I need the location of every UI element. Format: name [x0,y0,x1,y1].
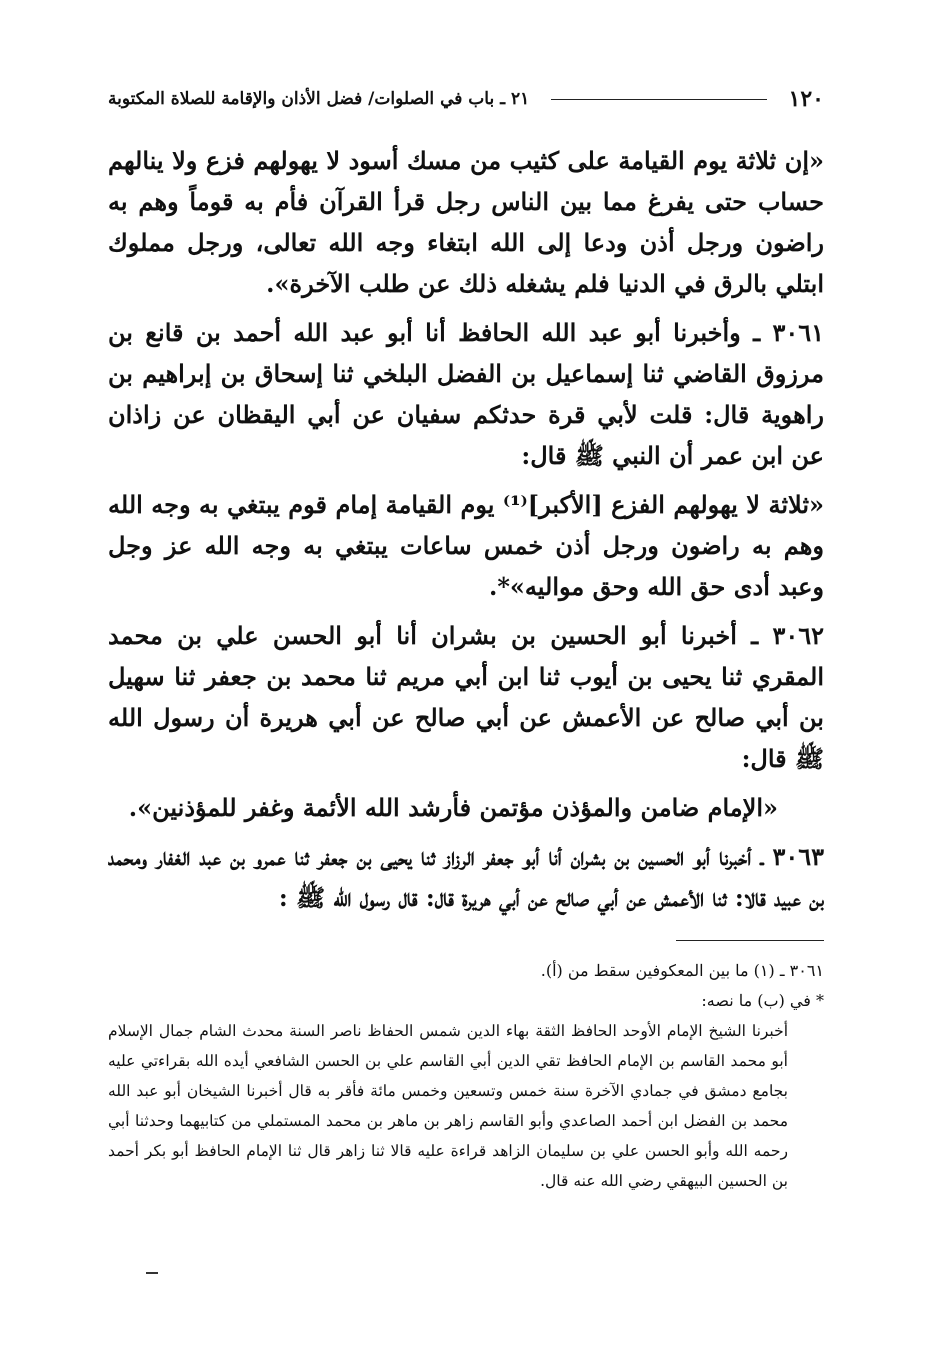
hadith-text-continuation: «إن ثلاثة يوم القيامة على كثيب من مسك أسود لا يهولهم فزع ولا ينالهم حساب حتى يفرغ مما بين الناس رجل قرأ القرآن فأم به قوماً وهم به راضون ورجل أذن ودعا إلى الله ابتغاء وجه الله تعالى، ورجل مملوك ابتلي بالرق في الدنيا فلم يشغله ذلك عن طلب الآخرة». [108,146,824,298]
hadith-3063-isnad: ٣٠٦٣ ـ أخبرنا أبو الحسين بن بشران أنا أبو جعفر الرزاز ثنا يحيى بن جعفر ثنا عمرو بن عبد الغفار ومحمد بن عبيد قالا: ثنا الأعمش عن أبي صالح عن أبي هريرة قال: قال رسول الله ﷺ : [108,842,824,912]
hadith-3062-text: «الإمام ضامن والمؤذن مؤتمن فأرشد الله الأئمة وغفر للمؤذنين». [128,793,778,822]
footnote-star-text: أخبرنا الشيخ الإمام الأوحد الحافظ الثقة بهاء الدين شمس الحفاظ ناصر السنة محدث الشام جمال الإسلام أبو محمد القاسم بن الإمام الحافظ تقي الدين أبي القاسم علي بن الحسن الشافعي أيده الله بقراءتي عليه بجامع دمشق في جمادي الآخرة سنة خمس وتسعين وخمس مائة فأقر به قال أخبرنا الشيخان أبو عبد الله محمد بن الفضل ابن أحمد الصاعدي وأبو القاسم زاهر بن ماهر بن محمد المستملي من كتابيهما وحدثنا أبي رحمه الله وأبو الحسن علي بن سليمان الزاهد قراءة عليه قالا ثنا زاهر قال ثنا الإمام الحافظ أبو بكر أحمد بن الحسين البيهقي رضي الله عنه قال. [108,1022,788,1190]
footnote-star-intro: * في (ب) ما نصه: [701,991,824,1010]
page-number: ١٢٠ [788,86,824,112]
footnotes [108,956,824,1196]
hadith-3062-isnad: ٣٠٦٢ ـ أخبرنا أبو الحسين بن بشران أنا أبو الحسن علي بن محمد المقري ثنا يحيى بن أيوب ثنا ابن أبي مريم ثنا محمد بن جعفر ثنا سهيل بن أبي صالح عن الأعمش عن أبي صالح عن أبي هريرة أن رسول الله ﷺ قال: [108,621,824,773]
hadith-3061-isnad: ٣٠٦١ ـ وأخبرنا أبو عبد الله الحافظ أنا أبو عبد الله أحمد بن قانع بن مرزوق القاضي ثنا إسماعيل بن الفضل البلخي ثنا إسحاق بن إبراهيم بن راهوية قال: قلت لأبي قرة حدثكم سفيان عن أبي اليقظان عن زاذان عن ابن عمر أن النبي ﷺ قال: [108,318,825,470]
hadith-3061-text: «ثلاثة لا يهولهم الفزع [الأكبر]⁽¹⁾ يوم القيامة إمام قوم يبتغي به وجه الله وهم به راضون ورجل أذن خمس ساعات يبتغي به وجه الله عز وجل وعبد أدى حق الله وحق مواليه»*. [108,490,824,601]
main-text [108,140,824,926]
header-rule [551,99,766,100]
footnote-separator [676,940,824,941]
page-mark [146,1272,158,1274]
running-header [108,84,824,114]
footnote-1: ٣٠٦١ ـ (١) ما بين المعكوفين سقط من (أ). [540,961,824,980]
chapter-title: ٢١ ـ باب في الصلوات/ فضل الأذان والإقامة للصلاة المكتوبة [108,89,530,109]
